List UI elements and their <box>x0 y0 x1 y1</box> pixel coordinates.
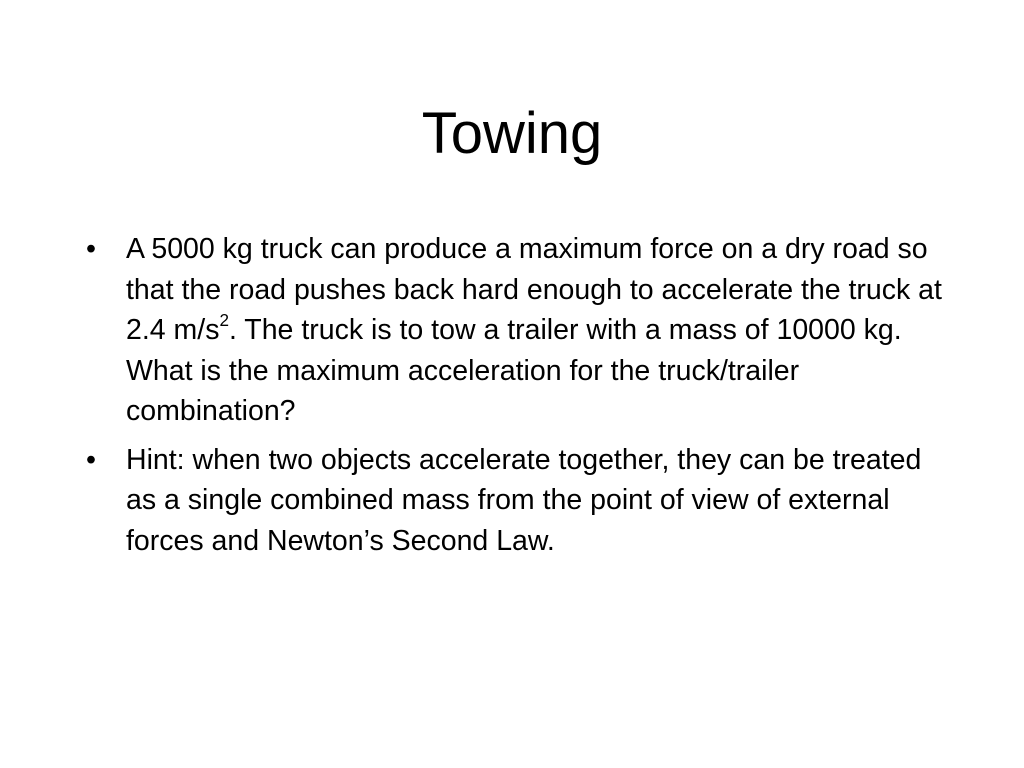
bullet-icon: • <box>86 233 96 265</box>
problem-text <box>126 229 946 432</box>
problem-text-part-1: A 5000 kg truck can produce a maximum force on a dry road so that the road pushes back hard enough to accelerate the truck at 2.4 m/s <box>126 233 942 346</box>
bullet-item-hint <box>86 440 946 562</box>
exponent-superscript: 2 <box>219 310 229 330</box>
slide-title: Towing <box>421 101 603 166</box>
problem-text-part-2: . The truck is to tow a trailer with a mass of 10000 kg. What is the maximum acceleration for the truck/trailer combination? <box>126 314 902 427</box>
bullet-icon: • <box>86 443 96 476</box>
bullet-item-problem <box>86 229 946 432</box>
bullet-list <box>86 229 946 569</box>
hint-text: Hint: when two objects accelerate together, they can be treated as a single combined mass from the point of view of external forces and Newton’s Second Law. <box>126 443 922 557</box>
